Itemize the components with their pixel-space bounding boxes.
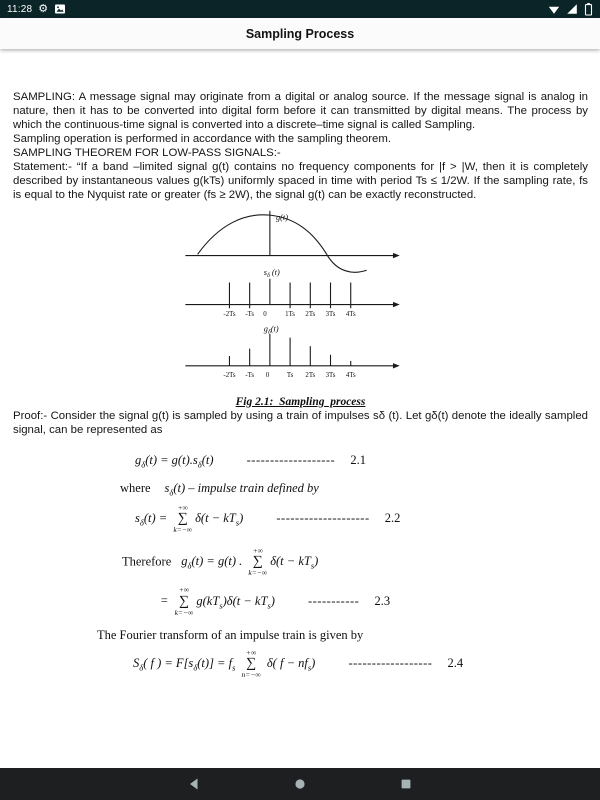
paragraph-theorem-statement: Statement:- “If a band –limited signal g(t) contains no frequency components for |f > |W, then it is completely described by instantaneous values g(kTs) uniformly spaced in time with period Ts ≤ 1/2W. If the sampling rate, fs is equal to the Nyquist rate or greater (fs ≥ 2W), the signal g(t) can be exactly reconstructed. [13, 161, 588, 202]
summation-symbol: +∞ ∑ k=−∞ [174, 585, 194, 617]
dash-leader: ----------- [308, 593, 360, 608]
equation-2-4: $S_\delta$( f ) = $F[s_\delta(t)] = f_s$ +∞ ∑ n=−∞ δ( $f - nf_s$) ------------------ 2.4 [133, 647, 464, 680]
svg-text:Ts: Ts [286, 371, 294, 379]
equation-2-1: $g_\delta(t) = g(t).s_\delta(t)$ ------------------- 2.1 [135, 452, 366, 470]
svg-text:0: 0 [265, 371, 270, 379]
svg-text:4Ts: 4Ts [345, 371, 356, 379]
equation-number: 2.1 [350, 452, 366, 467]
navigation-bar [0, 768, 600, 800]
clock: 11:28 [7, 3, 33, 15]
status-bar-left [7, 3, 66, 15]
svg-text:2Ts: 2Ts [305, 311, 316, 319]
sampled-signal-label-gdt: $g_\delta(t)$ [263, 324, 279, 336]
impulse-train-label-sdt: $s_\delta$ (t) [263, 268, 280, 280]
axis-tick-labels-impulse-train [223, 311, 356, 318]
status-bar-right [548, 2, 593, 16]
app-title-bar [0, 18, 600, 49]
back-button[interactable] [184, 774, 204, 794]
svg-text:-Ts: -Ts [245, 371, 254, 379]
figure-caption: Fig 2.1: Sampling process [235, 395, 366, 408]
wifi-icon [548, 3, 560, 15]
paragraph-proof: Proof:- Consider the signal g(t) is sampled by using a train of impulses sδ (t). Let gδ(t) denote the ideally sampled signal, can be represented as [13, 409, 588, 436]
svg-text:1Ts: 1Ts [285, 311, 295, 319]
heading-sampling-theorem: SAMPLING THEOREM FOR LOW-PASS SIGNALS:- [13, 147, 281, 160]
svg-text:2Ts: 2Ts [305, 371, 316, 379]
summation-symbol: +∞ ∑ k=−∞ [248, 545, 268, 578]
svg-text:3Ts: 3Ts [325, 371, 336, 379]
document-content[interactable] [0, 49, 600, 768]
paragraph-sampling-operation: Sampling operation is performed in accordance with the sampling theorem. [13, 133, 391, 146]
equation-therefore-line: Therefore $g_\delta(t) = g(t)$ . +∞ ∑ k=−∞ $\delta(t - kT_s)$ [122, 545, 319, 578]
page-title: Sampling Process [245, 26, 355, 41]
svg-text:-Ts: -Ts [245, 311, 254, 319]
signal-icon [566, 3, 578, 15]
summation-symbol: +∞ ∑ k=−∞ [173, 502, 193, 535]
curve-label-gt: g(t) [276, 213, 289, 223]
fourier-transform-sentence: The Fourier transform of an impulse train is given by [97, 628, 364, 643]
dash-leader: ------------------- [246, 452, 336, 467]
equation-number: 2.2 [384, 511, 401, 526]
status-bar [0, 0, 600, 18]
back-triangle-icon [187, 777, 201, 791]
svg-text:-2Ts: -2Ts [223, 371, 236, 379]
gear-icon: ⚙ [38, 2, 49, 15]
svg-text:4Ts: 4Ts [345, 311, 356, 319]
figure-2-1 [178, 209, 423, 385]
recents-button[interactable] [396, 774, 416, 794]
svg-text:0: 0 [263, 311, 267, 319]
axis-tick-labels-sampled-signal [223, 372, 356, 379]
dash-leader: -------------------- [276, 511, 370, 526]
dash-leader: ------------------ [348, 656, 433, 671]
summation-symbol: +∞ ∑ n=−∞ [241, 647, 261, 680]
equation-2-3: = +∞ ∑ k=−∞ $g(kT_s)\delta(t - kT_s)$ ----------- 2.3 [160, 585, 391, 617]
equation-number: 2.4 [447, 656, 464, 671]
equation-number: 2.3 [374, 593, 391, 608]
home-button[interactable] [290, 774, 310, 794]
equation-2-2: $s_\delta(t)$ = +∞ ∑ k=−∞ $\delta(t - kT_s)$ -------------------- 2.2 [135, 502, 401, 535]
paragraph-sampling-intro: SAMPLING: A message signal may originate from a digital or analog source. If the message signal is analog in nature, then it has to be converted into digital form before it can transmitted by digital means. The process by which the continuous-time signal is converted into a discrete–time signal is called Sampling. [13, 91, 588, 132]
battery-icon [584, 2, 593, 16]
svg-text:3Ts: 3Ts [325, 311, 336, 319]
sampling-process-diagram [178, 209, 423, 385]
home-circle-icon [293, 777, 307, 791]
image-icon [54, 3, 66, 15]
recents-square-icon [399, 777, 413, 791]
equation-where-line: where $s_\delta(t)$ – impulse train defined by [120, 480, 319, 498]
svg-text:-2Ts: -2Ts [223, 311, 236, 319]
